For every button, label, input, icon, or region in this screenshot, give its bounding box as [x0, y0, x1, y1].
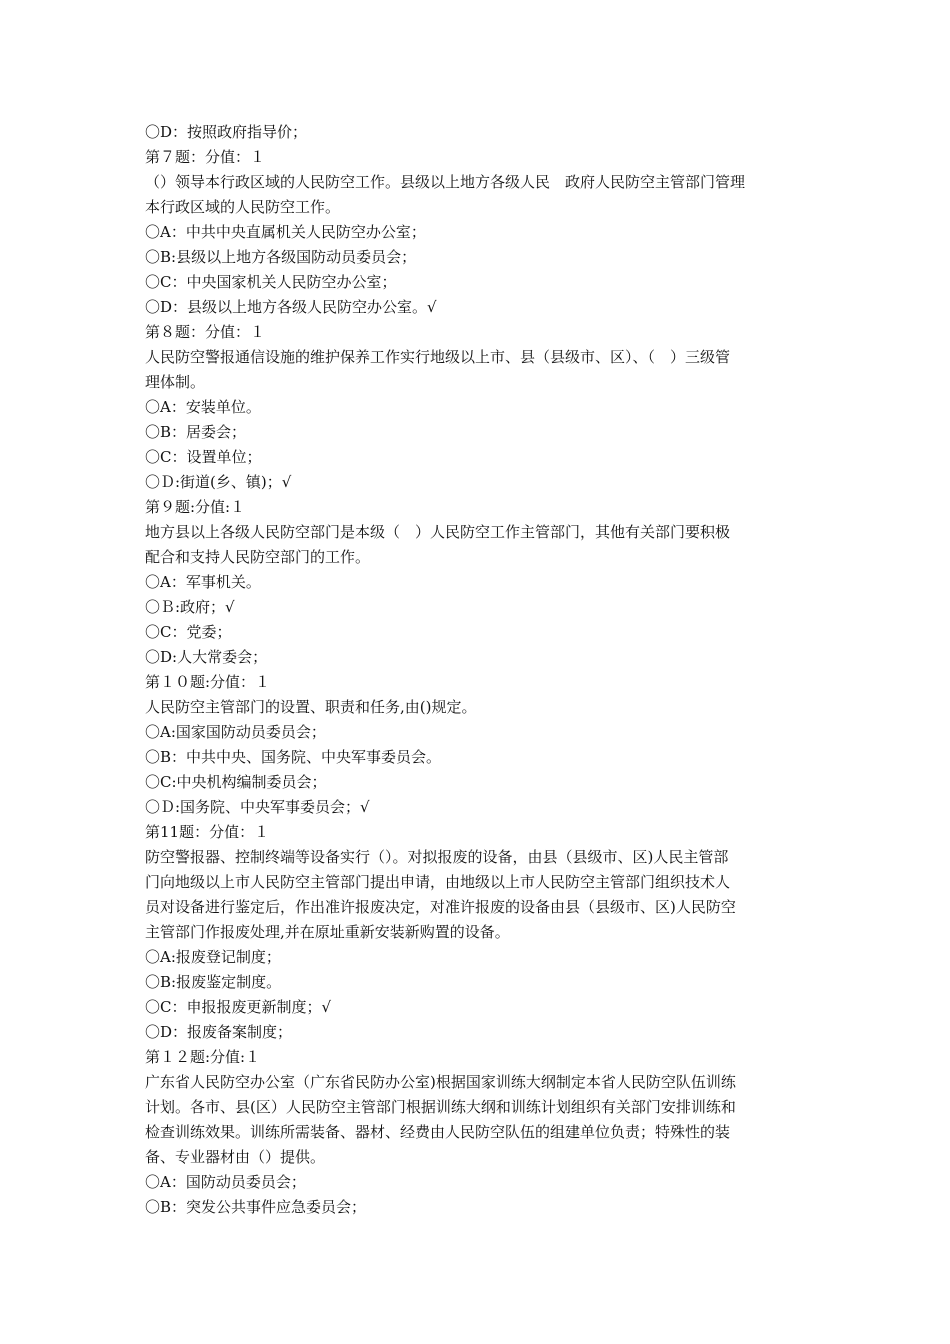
- answer-option: 〇B：中共中央、国务院、中央军事委员会。: [145, 748, 442, 766]
- question-text: 计划。各市、县(区）人民防空主管部门根据训练大纲和训练计划组织有关部门安排训练和: [145, 1098, 736, 1116]
- question-text: 防空警报器、控制终端等设备实行（）。对拟报废的设备，由县（县级市、区)人民主管部: [145, 848, 729, 866]
- answer-option: 〇A：国防动员委员会；: [145, 1173, 306, 1191]
- answer-option: 〇D：县级以上地方各级人民防空办公室。√: [145, 298, 437, 316]
- answer-option: 〇A:国家国防动员委员会；: [145, 723, 326, 741]
- question-text: 检查训练效果。训练所需装备、器材、经费由人民防空队伍的组建单位负责；特殊性的装: [145, 1123, 731, 1141]
- question-header: 第１０题:分值：１: [145, 673, 271, 691]
- answer-option: 〇C：设置单位；: [145, 448, 262, 466]
- question-text: 理体制。: [145, 373, 206, 391]
- question-text: 备、专业器材由（）提供。: [145, 1148, 326, 1166]
- answer-option: 〇A：安装单位。: [145, 398, 261, 416]
- question-text: 配合和支持人民防空部门的工作。: [145, 548, 371, 566]
- question-header: 第７题：分值：１: [145, 148, 266, 166]
- answer-option: 〇C:中央机构编制委员会；: [145, 773, 327, 791]
- answer-option: 〇A：军事机关。: [145, 573, 261, 591]
- document-body: [145, 120, 810, 1220]
- question-header: 第９题:分值:１: [145, 498, 246, 516]
- question-header: 第８题：分值：１: [145, 323, 266, 341]
- question-text: 主管部门作报废处理,并在原址重新安装新购置的设备。: [145, 923, 510, 941]
- question-text: 门向地级以上市人民防空主管部门提出申请，由地级以上市人民防空主管部门组织技术人: [145, 873, 731, 891]
- answer-option: 〇D：报废备案制度；: [145, 1023, 293, 1041]
- question-text: 人民防空警报通信设施的维护保养工作实行地级以上市、县（县级市、区）、（ ）三级管: [145, 348, 731, 366]
- question-text: 员对设备进行鉴定后，作出准许报废决定，对准许报废的设备由县（县级市、区)人民防空: [145, 898, 736, 916]
- question-header: 第１２题:分值:１: [145, 1048, 261, 1066]
- question-text: 本行政区域的人民防空工作。: [145, 198, 341, 216]
- question-text: 广东省人民防空办公室（广东省民防办公室)根据国家训练大纲制定本省人民防空队伍训练: [145, 1073, 736, 1091]
- answer-option: 〇Ｂ:政府；√: [145, 598, 235, 616]
- answer-option: 〇C：中央国家机关人民防空办公室；: [145, 273, 397, 291]
- answer-option: 〇A:报废登记制度；: [145, 948, 281, 966]
- answer-option: 〇A：中共中央直属机关人民防空办公室；: [145, 223, 426, 241]
- question-text: 人民防空主管部门的设置、职责和任务,由()规定。: [145, 698, 477, 716]
- answer-option: 〇Ｄ:街道(乡、镇)；√: [145, 473, 292, 491]
- text-line: 〇D：按照政府指导价；: [145, 123, 308, 141]
- answer-option: 〇D:人大常委会；: [145, 648, 268, 666]
- question-header: 第11题：分值：１: [145, 823, 270, 841]
- answer-option: 〇Ｄ:国务院、中央军事委员会；√: [145, 798, 370, 816]
- answer-option: 〇B：突发公共事件应急委员会；: [145, 1198, 367, 1216]
- answer-option: 〇C：申报报废更新制度；√: [145, 998, 332, 1016]
- answer-option: 〇B:报废鉴定制度。: [145, 973, 282, 991]
- answer-option: 〇C：党委；: [145, 623, 232, 641]
- question-text: （）领导本行政区域的人民防空工作。县级以上地方各级人民 政府人民防空主管部门管理: [145, 173, 746, 191]
- answer-option: 〇B：居委会；: [145, 423, 247, 441]
- answer-option: 〇B:县级以上地方各级国防动员委员会；: [145, 248, 417, 266]
- question-text: 地方县以上各级人民防空部门是本级（ ）人民防空工作主管部门，其他有关部门要积极: [145, 523, 731, 541]
